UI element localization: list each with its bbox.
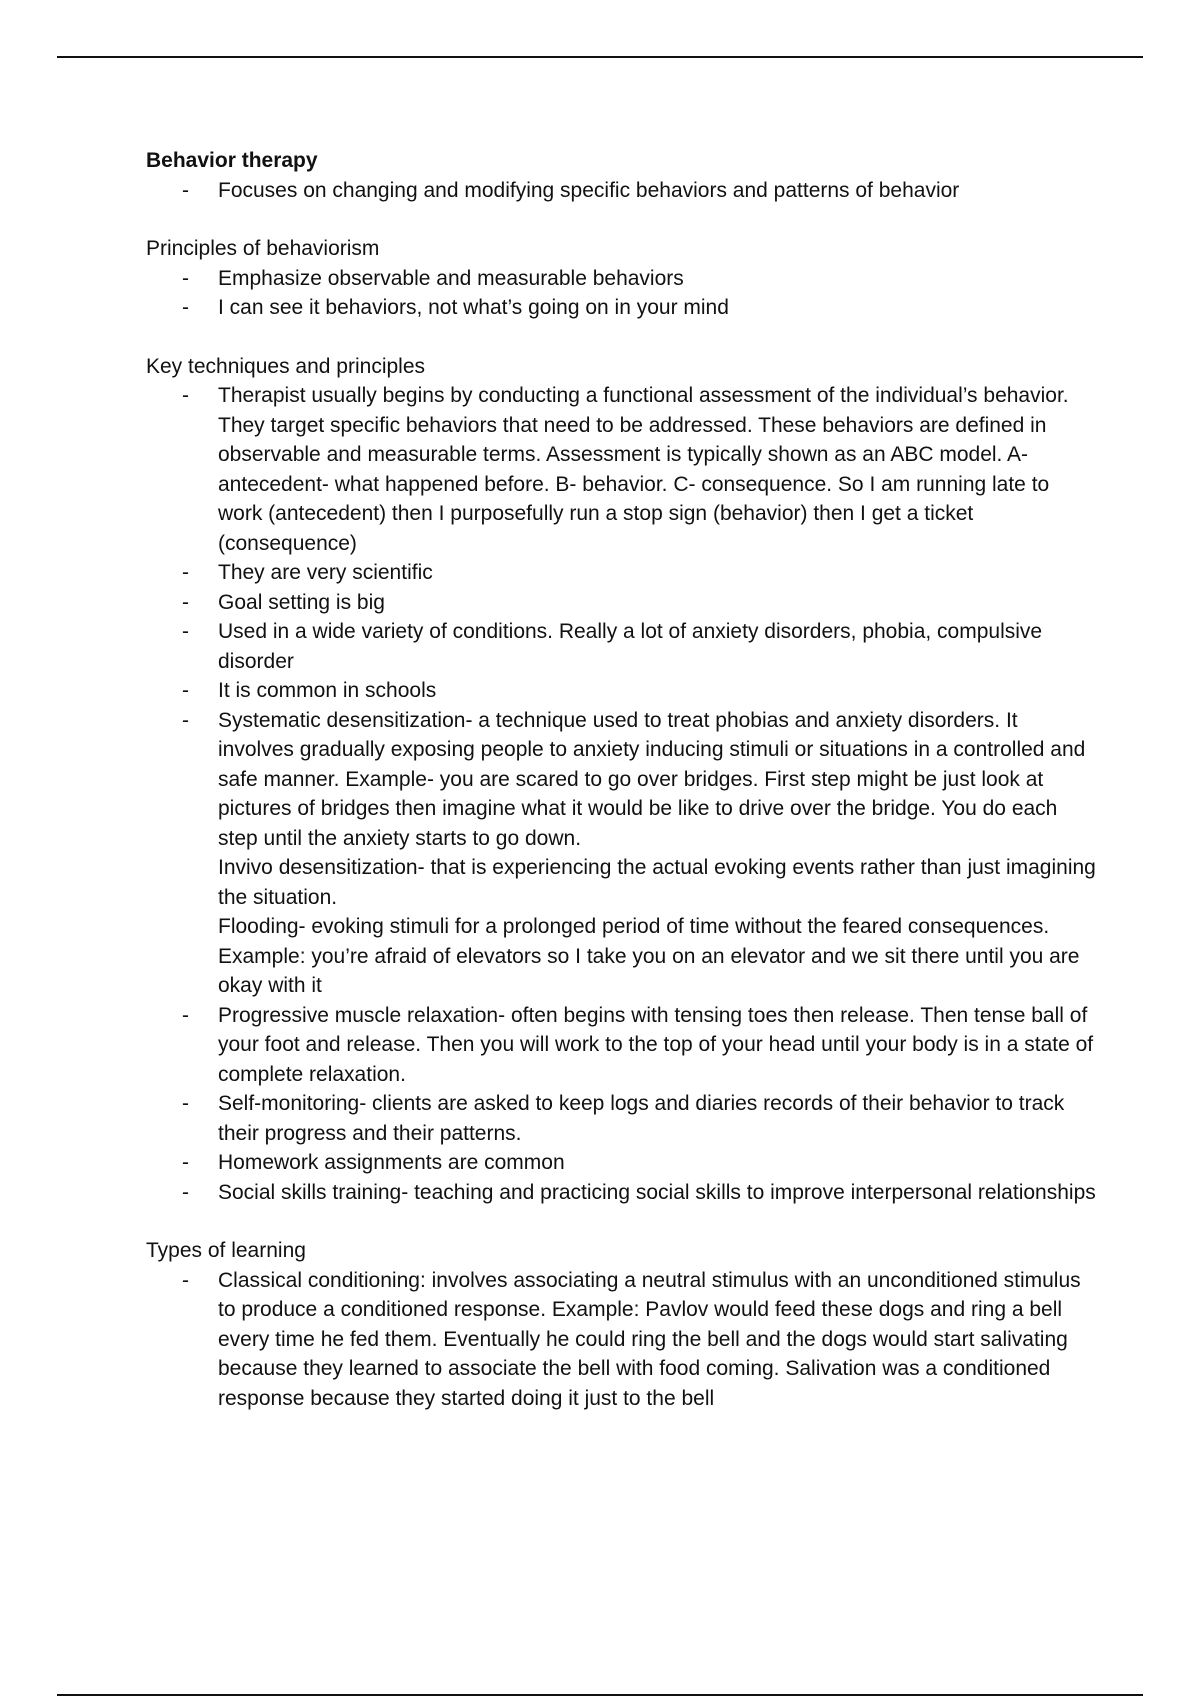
- list-item: [146, 676, 1096, 706]
- list-item-text: - They are very scientific: [218, 561, 433, 584]
- bullet-list: [146, 176, 1096, 206]
- list-item: [146, 1266, 1096, 1414]
- section-heading: Principles of behaviorism: [146, 237, 380, 260]
- list-item-text: - Social skills training- teaching and practicing social skills to improve interpersonal relationships: [218, 1180, 1096, 1204]
- section-types-of-learning: [146, 1236, 1096, 1413]
- list-item: [146, 1001, 1096, 1090]
- list-item: [146, 176, 1096, 206]
- list-item-text: - Progressive muscle relaxation- often begins with tensing toes then release. Then tense ball of your foot and release. Then you will work to the top of your head until your body is in a state of complete relaxation.: [218, 1003, 1094, 1086]
- list-item: [146, 264, 1096, 294]
- list-item: [146, 617, 1096, 676]
- list-item: [146, 1148, 1096, 1178]
- top-rule: [57, 56, 1143, 58]
- bullet-list: [146, 264, 1096, 323]
- list-item-text: - I can see it behaviors, not what’s going on in your mind: [218, 296, 729, 319]
- list-item: [146, 588, 1096, 618]
- list-item: [146, 558, 1096, 588]
- list-item-text: - Systematic desensitization- a technique used to treat phobias and anxiety disorders. It involves gradually exposing people to anxiety inducing stimuli or situations in a controlled and safe manner. Example- you are scared to go over bridges. First step might be just look at pictures of bridges then imagine what it would be like to drive over the bridge. You do each step until the anxiety starts to go down.: [218, 708, 1086, 850]
- list-item-text: - It is common in schools: [218, 679, 437, 702]
- section-behavior-therapy: [146, 146, 1096, 205]
- bullet-list: [146, 1266, 1096, 1414]
- list-item-text: Flooding- evoking stimuli for a prolonged period of time without the feared consequences. Example: you’re afraid of elevators so I take you on an elevator and we sit there until you are okay with it: [218, 915, 1080, 997]
- list-item-text: - Goal setting is big: [218, 590, 385, 614]
- bullet-list: [146, 381, 1096, 1207]
- list-item: [146, 1089, 1096, 1148]
- list-item: [146, 706, 1096, 1001]
- section-heading: Types of learning: [146, 1239, 306, 1262]
- list-item: [146, 293, 1096, 323]
- list-item-text: - Classical conditioning: involves associating a neutral stimulus with an unconditioned stimulus to produce a conditioned response. Example: Pavlov would feed these dogs and ring a bell every time he fed them. Eventually he could ring the bell and the dogs would start salivating because they learned to associate the bell with food coming. Salivation was a conditioned response because they started doing it just to the bell: [218, 1268, 1081, 1410]
- list-item-text: - Homework assignments are common: [218, 1151, 565, 1174]
- list-item-text: - Emphasize observable and measurable behaviors: [218, 266, 684, 290]
- list-item-text: - Used in a wide variety of conditions. Really a lot of anxiety disorders, phobia, compulsive disorder: [218, 620, 1043, 673]
- section-principles-of-behaviorism: [146, 234, 1096, 323]
- document-body: [146, 146, 1096, 1442]
- list-item-text: - Therapist usually begins by conducting a functional assessment of the individual’s behavior. They target specific behaviors that need to be addressed. These behaviors are defined in observable and measurable terms. Assessment is typically shown as an ABC model. A- antecedent- what happened before. B- behavior. C- consequence. So I am running late to work (antecedent) then I purposefully run a stop sign (behavior) then I get a ticket (consequence): [218, 384, 1069, 555]
- list-item: [146, 381, 1096, 558]
- section-heading: Key techniques and principles: [146, 354, 426, 378]
- list-item-text: Invivo desensitization- that is experiencing the actual evoking events rather than just imagining the situation.: [218, 856, 1096, 909]
- section-heading: Behavior therapy: [146, 149, 318, 172]
- section-key-techniques: [146, 352, 1096, 1208]
- bottom-rule: [57, 1694, 1143, 1696]
- list-item: [146, 1178, 1096, 1208]
- list-item-text: - Focuses on changing and modifying specific behaviors and patterns of behavior: [218, 178, 960, 202]
- list-item-text: - Self-monitoring- clients are asked to keep logs and diaries records of their behavior to track their progress and their patterns.: [218, 1092, 1065, 1145]
